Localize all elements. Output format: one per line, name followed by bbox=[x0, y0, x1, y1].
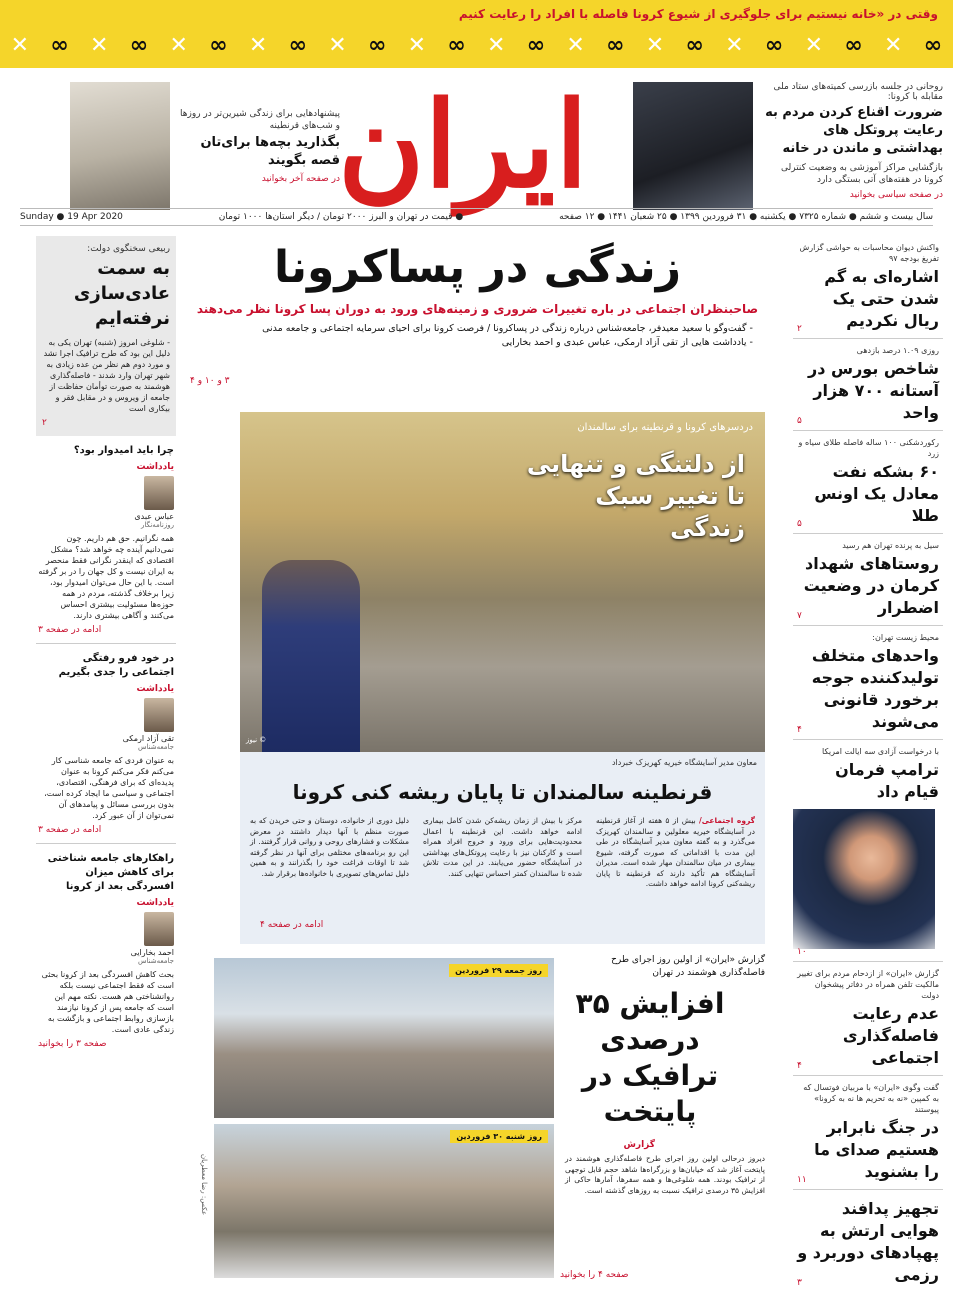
news-kicker: گفت وگوی «ایران» با مربیان فوتسال که به کمپین «نه به تحریم ها نه به کرونا» پیوستند bbox=[803, 1083, 939, 1114]
page-number: ۵ bbox=[797, 519, 802, 529]
traffic-photo-friday bbox=[214, 958, 554, 1118]
author-avatar bbox=[144, 476, 174, 510]
note-tag: یادداشت bbox=[136, 684, 174, 694]
news-kicker: گزارش «ایران» از ازدحام مردم برای تغییر مالکیت تلفن همراه در دفاتر پیشخوان دولت bbox=[797, 969, 939, 1000]
cross-mark-icon: ✕ bbox=[487, 33, 506, 58]
distance-mark-icon: ∞ bbox=[447, 33, 466, 58]
page-number: ۳ bbox=[797, 1278, 802, 1288]
main-headline[interactable]: زندگی در پساکرونا bbox=[273, 242, 682, 293]
page-number: ۴ bbox=[797, 725, 802, 735]
author-avatar bbox=[144, 698, 174, 732]
news-kicker: سیل به پرنده تهران هم رسید bbox=[842, 541, 939, 550]
distance-mark-icon: ∞ bbox=[50, 33, 69, 58]
main-bullet: - گفت‌وگو با سعید معیدفر، جامعه‌شناس درباره زندگی در پساکرونا / فرصت کرونا برای احیای سرمایه اجتماعی و جامعه مدنی bbox=[262, 323, 753, 334]
page-number: ۴ bbox=[797, 1061, 802, 1071]
distance-mark-icon: ∞ bbox=[685, 33, 704, 58]
note-body: همه نگرانیم. حق هم داریم. چون نمی‌دانیم آینده چه خواهد شد؟ مشکل اقتصادی که اینقدر نگرانی فقط منحصر به ایران نیست و کل جهان را در بر گرفته است. با این حال می‌توان امیدوار بود، زیرا برخلاف گذشته، مردم در همه حوزه‌ها مسئولیت بیشتری احساس می‌کنند و آگاهی بیشتری دارند. bbox=[38, 534, 174, 620]
right-news-item[interactable] bbox=[793, 740, 943, 962]
author-avatar bbox=[144, 912, 174, 946]
distance-mark-icon: ∞ bbox=[764, 33, 784, 58]
news-headline[interactable]: ۶۰ بشکه نفت معادل یک اونس طلا bbox=[814, 462, 939, 525]
distance-mark-icon: ∞ bbox=[844, 33, 863, 58]
trump-photo bbox=[793, 809, 935, 949]
right-news-item[interactable] bbox=[793, 962, 943, 1076]
news-kicker: روزی ۱.۰۹ درصد بازدهی bbox=[856, 346, 939, 355]
news-kicker: رکوردشکنی ۱۰۰ ساله فاصله طلای سیاه و زرد bbox=[798, 438, 939, 458]
cross-mark-icon: ✕ bbox=[10, 33, 30, 58]
story-headline[interactable]: قرنطینه سالمندان تا پایان ریشه کنی کرونا bbox=[292, 780, 713, 804]
main-bullets bbox=[190, 322, 765, 350]
masthead-left-kicker: پیشنهادهایی برای زندگی شیرین‌تر در روزها و شب‌های قرنطینه bbox=[180, 109, 340, 131]
news-kicker: با درخواست آزادی سه ایالت امریکا bbox=[822, 747, 939, 756]
note-tag: یادداشت bbox=[136, 462, 174, 472]
courtyard-photo bbox=[240, 412, 765, 752]
note-headline[interactable]: چرا باید امیدوار بود؟ bbox=[73, 445, 174, 456]
right-news-item[interactable] bbox=[793, 1190, 943, 1292]
masthead-right-headline[interactable]: ضرورت اقناع کردن مردم به رعایت پروتکل های بهداشتی و ماندن در خانه bbox=[765, 105, 943, 156]
note-author-role: جامعه‌شناس bbox=[138, 743, 174, 751]
note-author: عباس عبدی bbox=[134, 512, 174, 521]
distance-mark-icon: ∞ bbox=[367, 33, 387, 58]
cross-mark-icon: ✕ bbox=[645, 33, 665, 58]
box-kicker: ربیعی سخنگوی دولت: bbox=[87, 244, 170, 254]
opinion-note[interactable] bbox=[36, 844, 176, 1057]
cross-mark-icon: ✕ bbox=[407, 33, 427, 58]
box-body: - شلوغی امروز (شنبه) تهران یکی به دلیل این بود که طرح ترافیک اجرا نشد و مورد دوم هم نظر من عده زیادی به شهر تهران وارد شدند - فاصله‌گذاری هوشمند به صورت توأمان حفاظت از جامعه از ویروس و در مقابل فقر و بیکاری است bbox=[43, 338, 170, 413]
story-lead: گروه اجتماعی/ bbox=[699, 816, 756, 825]
story-kicker: دردسرهای کرونا و قرنطینه برای سالمندان bbox=[577, 422, 753, 433]
news-headline[interactable]: شاخص بورس در آستانه ۷۰۰ هزار واحد bbox=[808, 359, 939, 422]
main-subheadline: صاحبنظران اجتماعی در باره تغییرات ضروری و زمینه‌های ورود به دوران پسا کرونا نظر می‌دهند bbox=[196, 302, 759, 316]
elderly-story[interactable] bbox=[240, 412, 765, 944]
cross-mark-icon: ✕ bbox=[90, 33, 109, 58]
page-number: ۷ bbox=[797, 611, 802, 621]
note-more-link[interactable]: ادامه در صفحه ۳ bbox=[38, 825, 102, 835]
rouhani-photo bbox=[633, 82, 753, 210]
story-columns bbox=[250, 816, 755, 890]
story-column bbox=[596, 816, 755, 890]
photo-credit: © نیوز bbox=[246, 736, 267, 744]
masthead-left-headline[interactable]: بگذارید بچه‌ها برای‌تان قصه بگویند bbox=[200, 135, 340, 168]
newspaper-logo: ایران bbox=[337, 75, 588, 214]
traffic-story[interactable] bbox=[190, 954, 765, 1280]
distance-mark-icon: ∞ bbox=[923, 33, 943, 58]
note-more-link[interactable]: صفحه ۳ را بخوانید bbox=[38, 1039, 107, 1049]
right-column bbox=[793, 236, 943, 1288]
page-number: ۱۱ bbox=[797, 1175, 807, 1185]
news-headline[interactable]: عدم رعایت فاصله‌گذاری اجتماعی bbox=[842, 1004, 939, 1067]
cross-mark-icon: ✕ bbox=[248, 33, 268, 58]
note-body: به عنوان فردی که جامعه شناسی کار می‌کنم فکر می‌کنم کرونا به عنوان پدیده‌ای که برای فرهنگی، اقتصادی، اجتماعی و سیاسی ما ایجاد کرده است، بدون بررسی مسائل و پیامدهای آن نمی‌توان از آن عبور کرد. bbox=[44, 756, 174, 820]
elderly-woman-figure bbox=[262, 560, 360, 752]
note-headline[interactable]: در خود فرو رفتگی اجتماعی را جدی بگیریم bbox=[58, 653, 174, 678]
right-news-item[interactable] bbox=[793, 626, 943, 740]
news-kicker: واکنش دیوان محاسبات به حواشی گزارش تفریغ بودجه ۹۷ bbox=[799, 243, 939, 263]
dateline-price: ● قیمت در تهران و البرز ۲۰۰۰ تومان / دیگر استان‌ها ۱۰۰۰ تومان bbox=[218, 212, 464, 222]
opinion-note[interactable] bbox=[36, 644, 176, 844]
masthead-left-story[interactable] bbox=[40, 82, 340, 212]
story-column bbox=[250, 816, 409, 890]
news-headline[interactable]: روستاهای شهداد کرمان در وضعیت اضطرار bbox=[803, 554, 939, 617]
center-column bbox=[190, 236, 765, 1280]
photo-date-label: روز شنبه ۳۰ فروردین bbox=[450, 1130, 548, 1143]
masthead bbox=[0, 74, 953, 224]
news-headline[interactable]: در جنگ نابرابر هستیم صدای ما را بشنوید bbox=[814, 1118, 939, 1181]
cross-mark-icon: ✕ bbox=[169, 33, 188, 58]
story-caption: معاون مدیر آسایشگاه خیریه کهریزک خبرداد bbox=[611, 758, 757, 767]
dateline-issue: سال بیست و ششم ● شماره ۷۳۲۵ ● یکشنبه ● ۳۱ فروردین ۱۳۹۹ ● ۲۵ شعبان ۱۴۴۱ ● ۱۲ صفحه bbox=[559, 212, 933, 222]
masthead-right-sub: بازگشایی مراکز آموزشی به وضعیت کنترلی کرونا در هفته‌های آتی بستگی دارد bbox=[781, 163, 943, 185]
news-headline[interactable]: اشاره‌ای به گم شدن حتی یک ریال نکردیم bbox=[824, 267, 939, 330]
page-number: ۲ bbox=[797, 324, 802, 334]
photo-credit: عکس: رضا معطریان bbox=[200, 1154, 208, 1216]
dateline-english-date: Sunday ● 19 Apr 2020 bbox=[20, 212, 123, 222]
right-news-item[interactable] bbox=[793, 339, 943, 431]
note-tag: یادداشت bbox=[136, 898, 174, 908]
distance-mark-icon: ∞ bbox=[606, 33, 625, 58]
page-number: ۲ bbox=[42, 418, 47, 428]
story-text: دلیل دوری از خانواده، دوستان و حتی خریدن که به صورت منظم با آنها دیدار داشتند در معرض مشکلات و فشارهای روحی و روانی قرار گرفتند. از این رو برنامه‌های مختلفی برای آنها در نظر گرفته شد تا اوقات فراغت خود را بگذرانند و به همین دلیل تماس‌های تصویری با خانواده‌ها برقرار شد. bbox=[250, 816, 409, 878]
note-body: بحث کاهش افسردگی بعد از کرونا بحثی است که فقط اجتماعی نیست بلکه روانشناختی هم هست. نکته مهم این است که جامعه پس از کرونا نیازمند بازسازی روابط اجتماعی و بازگشت به زندگی عادی است. bbox=[41, 970, 174, 1034]
note-more-link[interactable]: ادامه در صفحه ۳ bbox=[38, 625, 102, 635]
news-headline[interactable]: تجهیز پدافند هوایی ارتش به پهپادهای دوربرد و رزمی bbox=[797, 1199, 939, 1284]
photo-date-label: روز جمعه ۲۹ فروردین bbox=[449, 964, 548, 977]
news-headline[interactable]: ترامپ فرمان قیام داد bbox=[835, 760, 939, 801]
main-page-refs: ۳ و ۱۰ و ۴ bbox=[190, 376, 230, 386]
top-banner bbox=[0, 0, 953, 68]
news-headline[interactable]: واحدهای متخلف تولیدکننده جوجه برخورد قانونی می‌شوند bbox=[811, 646, 939, 731]
cross-mark-icon: ✕ bbox=[566, 33, 585, 58]
note-author: احمد بخارایی bbox=[130, 948, 174, 957]
cross-mark-icon: ✕ bbox=[883, 33, 903, 58]
traffic-headline[interactable]: افزایش ۳۵ درصدی ترافیک در پایتخت bbox=[575, 987, 725, 1128]
masthead-right-story[interactable] bbox=[633, 82, 943, 212]
author-photo bbox=[70, 82, 170, 210]
note-author-role: جامعه‌شناس bbox=[138, 957, 174, 965]
report-tag: گزارش bbox=[623, 1140, 655, 1150]
left-column bbox=[36, 236, 176, 1276]
story-more-link[interactable]: ادامه در صفحه ۴ bbox=[260, 920, 324, 930]
page-number: ۱۰ bbox=[797, 947, 807, 957]
main-bullet: - یادداشت هایی از تقی آزاد ارمکی، عباس عبدی و احمد بخارایی bbox=[501, 337, 753, 348]
banner-pattern bbox=[0, 24, 953, 68]
distance-mark-icon: ∞ bbox=[129, 33, 149, 58]
distance-mark-icon: ∞ bbox=[526, 33, 546, 58]
story-text: مرکز با بیش از زمان ریشه‌کن شدن کامل بیماری ادامه خواهد داشت. این قرنطینه با اعمال محدودیت‌هایی برای ورود و خروج افراد همراه است و کارکنان نیز با رعایت پروتکل‌های بهداشتی در آسایشگاه حضور می‌یابند. در این مدت تلاش شده تا سالمندان کمتر احساس تنهایی کنند. bbox=[423, 816, 582, 878]
traffic-photo-saturday bbox=[214, 1124, 554, 1278]
cross-mark-icon: ✕ bbox=[328, 33, 347, 58]
spokesman-box[interactable] bbox=[36, 236, 176, 436]
traffic-body: دیروز درحالی اولین روز اجرای طرح فاصله‌گذاری هوشمند در پایتخت آغاز شد که خیابان‌ها و بزرگراه‌ها شاهد حجم قابل توجهی از ترافیک بودند. همه شلوغی‌ها و همه سفرها، آمارها حاکی از افزایش ۳۵ درصدی ترافیک نسبت به روزهای گذشته است. bbox=[565, 1154, 765, 1195]
distance-mark-icon: ∞ bbox=[288, 33, 307, 58]
opinion-note[interactable] bbox=[36, 436, 176, 644]
story-column bbox=[423, 816, 582, 890]
dateline bbox=[20, 208, 933, 226]
right-news-item[interactable] bbox=[793, 431, 943, 534]
story-photo-headline[interactable]: از دلتنگی و تنهایی تا تغییر سبک زندگی bbox=[526, 450, 745, 542]
news-kicker: محیط زیست تهران: bbox=[872, 633, 939, 642]
masthead-right-ref[interactable]: در صفحه سیاسی بخوانید bbox=[849, 190, 943, 200]
right-news-item[interactable] bbox=[793, 236, 943, 339]
story-text: بیش از ۵ هفته از آغاز قرنطینه در آسایشگاه خیریه معلولین و سالمندان کهریزک می‌گذرد و به گفته معاون مدیر آسایشگاه در طی این مدت با اقداماتی که صورت گرفته، شیوع بیماری در میان سالمندان مهار شده است. مدیران آسایشگاه هم تأکید دارند که قرنطینه تا پایان ریشه‌کنی کرونا ادامه خواهد داشت. bbox=[596, 816, 755, 888]
box-headline[interactable]: به سمت عادی‌سازی نرفته‌ایم bbox=[73, 258, 170, 329]
page-number: ۵ bbox=[797, 416, 802, 426]
right-news-item[interactable] bbox=[793, 534, 943, 626]
banner-slogan: وقتی در «خانه نیستیم برای جلوگیری از شیوع کرونا فاصله با افراد را رعایت کنیم bbox=[360, 4, 950, 24]
note-headline[interactable]: راهکارهای جامعه شناختی برای کاهش میزان افسردگی بعد از کرونا bbox=[47, 853, 174, 892]
masthead-right-kicker: روحانی در جلسه بازرسی کمیته‌های ستاد ملی مقابله با کرونا: bbox=[773, 82, 943, 102]
right-news-item[interactable] bbox=[793, 1076, 943, 1190]
note-author-role: روزنامه‌نگار bbox=[140, 521, 174, 529]
cross-mark-icon: ✕ bbox=[804, 33, 823, 58]
traffic-more-link[interactable]: صفحه ۴ را بخوانید bbox=[560, 1270, 629, 1280]
note-author: تقی آزاد ارمکی bbox=[122, 734, 174, 743]
cross-mark-icon: ✕ bbox=[725, 33, 744, 58]
distance-mark-icon: ∞ bbox=[209, 33, 228, 58]
traffic-kicker: گزارش «ایران» از اولین روز اجرای طرح فاصله‌گذاری هوشمند در تهران bbox=[611, 955, 765, 978]
masthead-left-ref[interactable]: در صفحه آخر بخوانید bbox=[261, 174, 340, 184]
